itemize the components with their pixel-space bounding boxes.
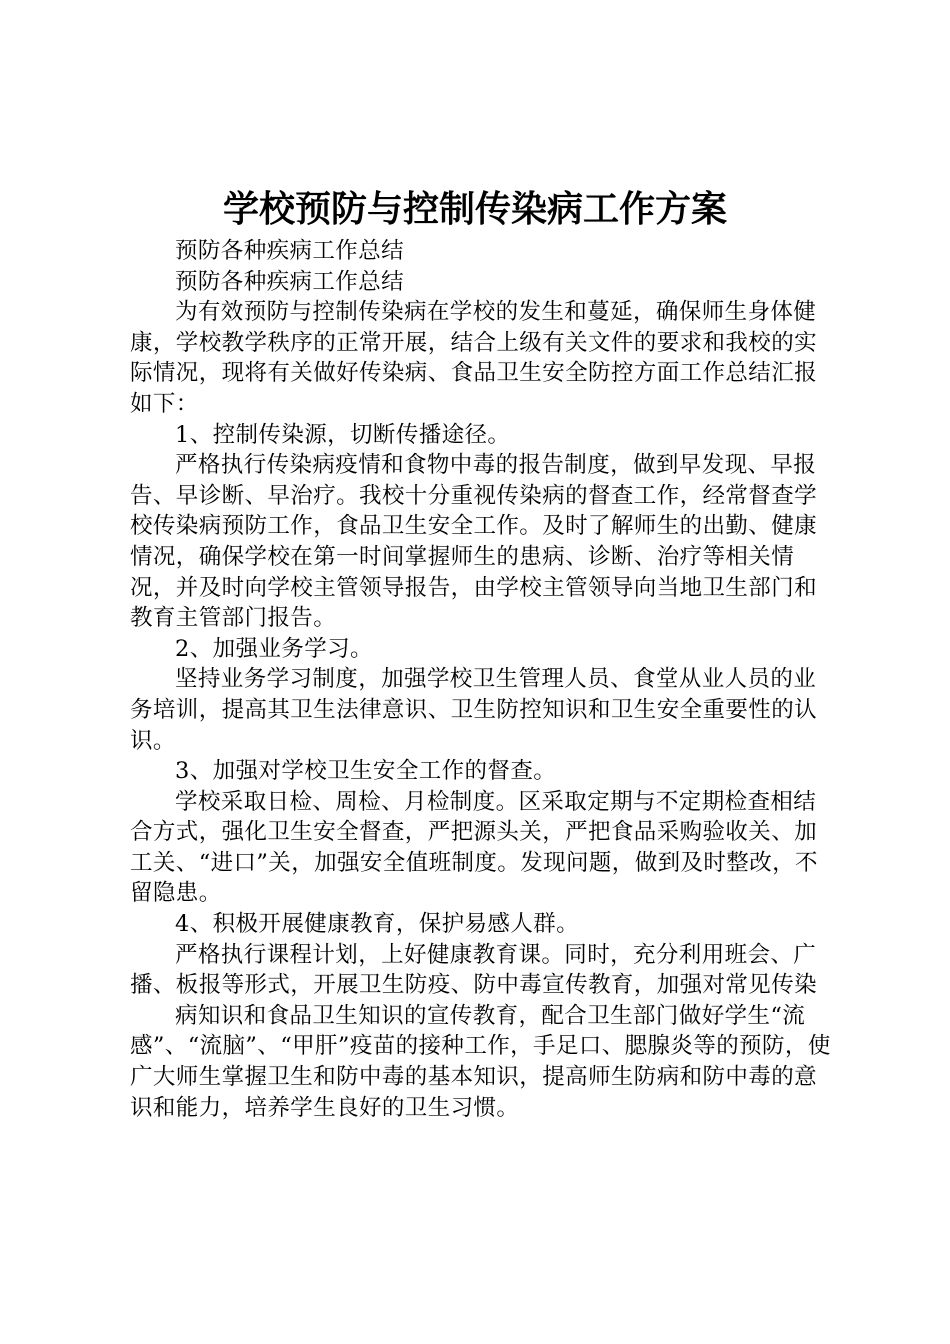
section-heading: 4、积极开展健康教育，保护易感人群。 [175, 911, 580, 938]
section-heading: 1、控制传染源，切断传播途径。 [175, 421, 511, 448]
section-heading: 3、加强对学校卫生安全工作的督查。 [175, 758, 557, 785]
paragraph: 严格执行课程计划，上好健康教育课。同时，充分利用班会、广播、板报等形式，开展卫生防疫、防中毒宣传教育，加强对常见传染 [130, 941, 818, 999]
paragraph: 预防各种疾病工作总结 [175, 268, 405, 295]
paragraph: 严格执行传染病疫情和食物中毒的报告制度，做到早发现、早报告、早诊断、早治疗。我校十分重视传染病的督查工作，经常督查学校传染病预防工作，食品卫生安全工作。及时了解师生的出勤、健康情况，确保学校在第一时间掌握师生的患病、诊断、治疗等相关情况，并及时向学校主管领导报告，由学校主管领导向当地卫生部门和教育主管部门报告。 [130, 452, 818, 632]
paragraph: 为有效预防与控制传染病在学校的发生和蔓延，确保师生身体健康，学校教学秩序的正常开展，结合上级有关文件的要求和我校的实际情况，现将有关做好传染病、食品卫生安全防控方面工作总结汇报如下： [130, 299, 818, 417]
paragraph: 学校采取日检、周检、月检制度。区采取定期与不定期检查相结合方式，强化卫生安全督查，严把源头关，严把食品采购验收关、加工关、“进口”关，加强安全值班制度。发现问题，做到及时整改，不留隐患。 [130, 788, 818, 907]
section-heading: 2、加强业务学习。 [175, 635, 373, 662]
paragraph: 预防各种疾病工作总结 [175, 238, 405, 264]
paragraph: 坚持业务学习制度，加强学校卫生管理人员、食堂从业人员的业务培训，提高其卫生法律意识、卫生防控知识和卫生安全重要性的认识。 [130, 666, 818, 754]
paragraph: 病知识和食品卫生知识的宣传教育，配合卫生部门做好学生“流感”、“流脑”、“甲肝”疫苗的接种工作，手足口、腮腺炎等的预防，使广大师生掌握卫生和防中毒的基本知识，提高师生防病和防中毒的意识和能力，培养学生良好的卫生习惯。 [130, 1002, 831, 1121]
document-title: 学校预防与控制传染病工作方案 [222, 188, 727, 230]
document-body [130, 236, 835, 1123]
